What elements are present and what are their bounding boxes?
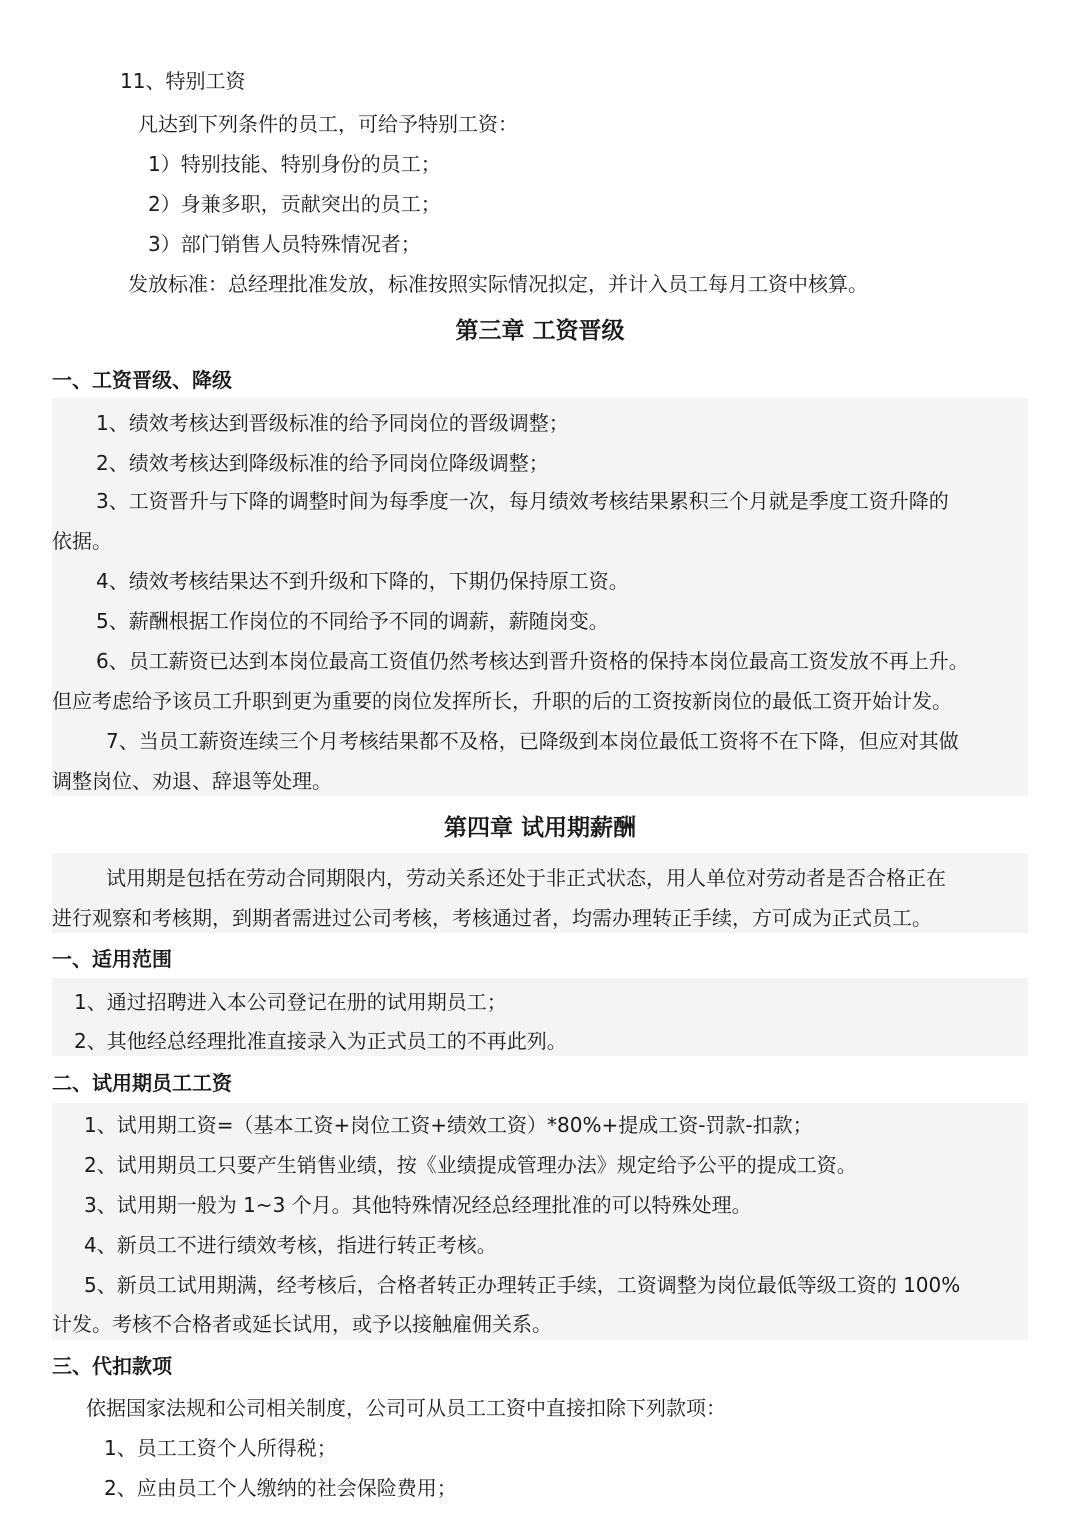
list-item: 2、应由员工个人缴纳的社会保险费用； [104,1476,457,1500]
section-11-standard: 发放标准：总经理批准发放，标准按照实际情况拟定，并计入员工每月工资中核算。 [128,272,868,296]
list-item: 2、其他经总经理批准直接录入为正式员工的不再此列。 [74,1029,567,1053]
paragraph-line: 2、绩效考核达到降级标准的给予同岗位降级调整； [96,451,549,475]
list-item: 计发。考核不合格者或延长试用，或予以接触雇佣关系。 [52,1312,552,1336]
section-11-intro: 凡达到下列条件的员工，可给予特别工资： [138,112,518,136]
paragraph-line: 但应考虑给予该员工升职到更为重要的岗位发挥所长，升职的后的工资按新岗位的最低工资开始计发。 [52,689,952,713]
list-item: 2、试用期员工只要产生销售业绩，按《业绩提成管理办法》规定给予公平的提成工资。 [84,1153,857,1177]
paragraph-line: 1、绩效考核达到晋级标准的给予同岗位的晋级调整； [96,411,569,435]
paragraph-line: 5、薪酬根据工作岗位的不同给予不同的调薪，薪随岗变。 [96,609,609,633]
list-item: 5、新员工试用期满，经考核后，合格者转正办理转正手续，工资调整为岗位最低等级工资的 100% [84,1273,961,1297]
list-item: 1、试用期工资=（基本工资+岗位工资+绩效工资）*80%+提成工资-罚款-扣款； [84,1113,813,1137]
paragraph-line: 依据国家法规和公司相关制度，公司可从员工工资中直接扣除下列款项： [86,1396,726,1420]
paragraph-line: 依据。 [52,529,112,553]
section-11-title: 11、特别工资 [120,69,246,93]
section-heading: 一、工资晋级、降级 [52,368,232,392]
chapter-4-title: 第四章 试用期薪酬 [443,815,636,841]
section-heading: 一、适用范围 [52,947,172,971]
section-11-item: 3）部门销售人员特殊情况者； [148,232,421,256]
list-item: 4、新员工不进行绩效考核，指进行转正考核。 [84,1233,497,1257]
paragraph-line: 试用期是包括在劳动合同期限内，劳动关系还处于非正式状态，用人单位对劳动者是否合格正在 [106,866,946,890]
chapter-3-title: 第三章 工资晋级 [455,318,625,344]
paragraph-line: 调整岗位、劝退、辞退等处理。 [52,769,332,793]
list-item: 3、试用期一般为 1~3 个月。其他特殊情况经总经理批准的可以特殊处理。 [84,1193,752,1217]
section-11-item: 2）身兼多职，贡献突出的员工； [148,192,441,216]
section-heading: 二、试用期员工工资 [52,1071,232,1095]
list-item: 1、通过招聘进入本公司登记在册的试用期员工； [74,990,507,1014]
section-11-item: 1）特别技能、特别身份的员工； [148,152,441,176]
paragraph-line: 6、员工薪资已达到本岗位最高工资值仍然考核达到晋升资格的保持本岗位最高工资发放不再上升。 [96,649,969,673]
paragraph-line: 进行观察和考核期，到期者需进过公司考核，考核通过者，均需办理转正手续，方可成为正式员工。 [52,906,932,930]
paragraph-line: 7、当员工薪资连续三个月考核结果都不及格，已降级到本岗位最低工资将不在下降，但应对其做 [106,729,959,753]
paragraph-line: 3、工资晋升与下降的调整时间为每季度一次，每月绩效考核结果累积三个月就是季度工资升降的 [96,489,949,513]
list-item: 1、员工工资个人所得税； [104,1436,337,1460]
paragraph-line: 4、绩效考核结果达不到升级和下降的，下期仍保持原工资。 [96,569,629,593]
section-heading: 三、代扣款项 [52,1354,172,1378]
